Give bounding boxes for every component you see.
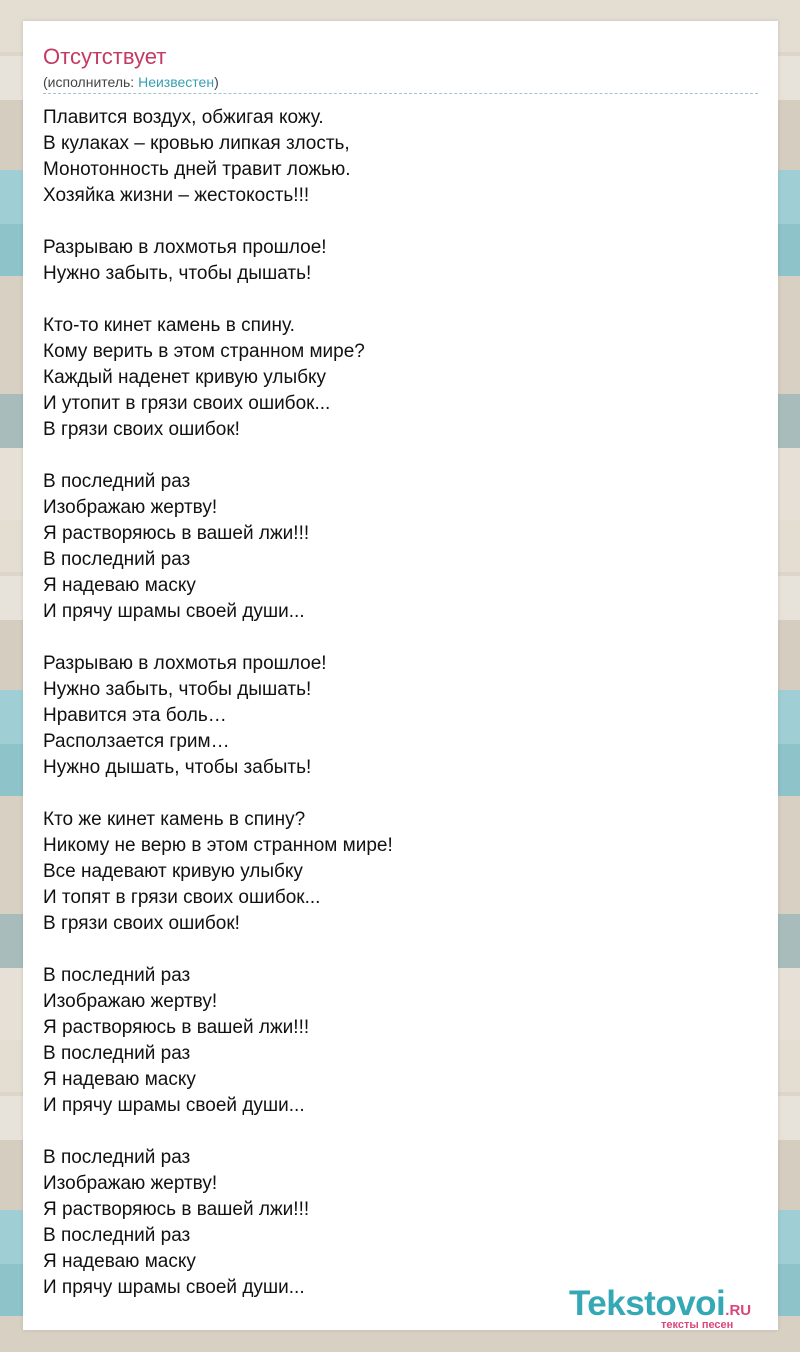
lyric-line: Нравится эта боль… [43, 705, 227, 726]
lyric-line: И утопит в грязи своих ошибок... [43, 393, 331, 414]
stanza-break [43, 781, 758, 807]
stanza-break [43, 443, 758, 469]
lyric-line: В кулаках – кровью липкая злость, [43, 133, 350, 154]
artist-prefix: (исполнитель: [43, 74, 139, 90]
lyric-line: В последний раз [43, 1225, 191, 1246]
lyric-line: Плавится воздух, обжигая кожу. [43, 107, 324, 128]
song-title: Отсутствует [43, 44, 167, 69]
lyric-line: Каждый наденет кривую улыбку [43, 367, 327, 388]
artist-suffix: ) [214, 74, 219, 90]
lyric-line: В последний раз [43, 1043, 191, 1064]
stanza-break [43, 937, 758, 963]
lyric-line: Разрываю в лохмотья прошлое! [43, 237, 327, 258]
lyric-line: Кто-то кинет камень в спину. [43, 315, 295, 336]
lyric-line: Изображаю жертву! [43, 497, 218, 518]
lyric-line: Я растворяюсь в вашей лжи!!! [43, 523, 310, 544]
lyric-line: В последний раз [43, 965, 191, 986]
lyric-line: Расползается грим… [43, 731, 230, 752]
site-logo[interactable] [569, 1284, 774, 1330]
lyrics-card [23, 21, 778, 1330]
lyric-line: Я надеваю маску [43, 1251, 196, 1272]
lyric-line: И прячу шрамы своей души... [43, 601, 305, 622]
logo-domain: .RU [725, 1302, 752, 1319]
lyric-line: И прячу шрамы своей души... [43, 1095, 305, 1116]
lyric-line: В грязи своих ошибок! [43, 913, 240, 934]
stanza-break [43, 287, 758, 313]
logo-wordmark: Tekstovoi.RU [569, 1284, 752, 1323]
lyric-line: Я растворяюсь в вашей лжи!!! [43, 1199, 310, 1220]
lyric-line: Изображаю жертву! [43, 991, 218, 1012]
lyric-line: Никому не верю в этом странном мире! [43, 835, 393, 856]
artist-line [43, 74, 219, 90]
stanza-break [43, 209, 758, 235]
lyric-line: В последний раз [43, 1147, 191, 1168]
title-divider [43, 93, 758, 94]
lyric-line: Нужно дышать, чтобы забыть! [43, 757, 312, 778]
lyrics-text [43, 105, 758, 1301]
artist-link[interactable]: Неизвестен [138, 74, 215, 90]
lyric-line: И прячу шрамы своей души... [43, 1277, 305, 1298]
lyric-line: И топят в грязи своих ошибок... [43, 887, 321, 908]
stanza-break [43, 625, 758, 651]
lyric-line: Я надеваю маску [43, 575, 196, 596]
lyric-line: Хозяйка жизни – жестокость!!! [43, 185, 310, 206]
lyric-line: Монотонность дней травит ложью. [43, 159, 351, 180]
lyric-line: Я надеваю маску [43, 1069, 196, 1090]
lyric-line: Изображаю жертву! [43, 1173, 218, 1194]
lyric-line: В грязи своих ошибок! [43, 419, 240, 440]
lyric-line: В последний раз [43, 471, 191, 492]
lyric-line: Кому верить в этом странном мире? [43, 341, 365, 362]
logo-tagline: тексты песен [661, 1319, 734, 1331]
stanza-break [43, 1119, 758, 1145]
lyric-line: Нужно забыть, чтобы дышать! [43, 263, 312, 284]
lyric-line: Нужно забыть, чтобы дышать! [43, 679, 312, 700]
lyric-line: Разрываю в лохмотья прошлое! [43, 653, 327, 674]
lyric-line: В последний раз [43, 549, 191, 570]
lyric-line: Кто же кинет камень в спину? [43, 809, 306, 830]
lyric-line: Я растворяюсь в вашей лжи!!! [43, 1017, 310, 1038]
lyric-line: Все надевают кривую улыбку [43, 861, 303, 882]
